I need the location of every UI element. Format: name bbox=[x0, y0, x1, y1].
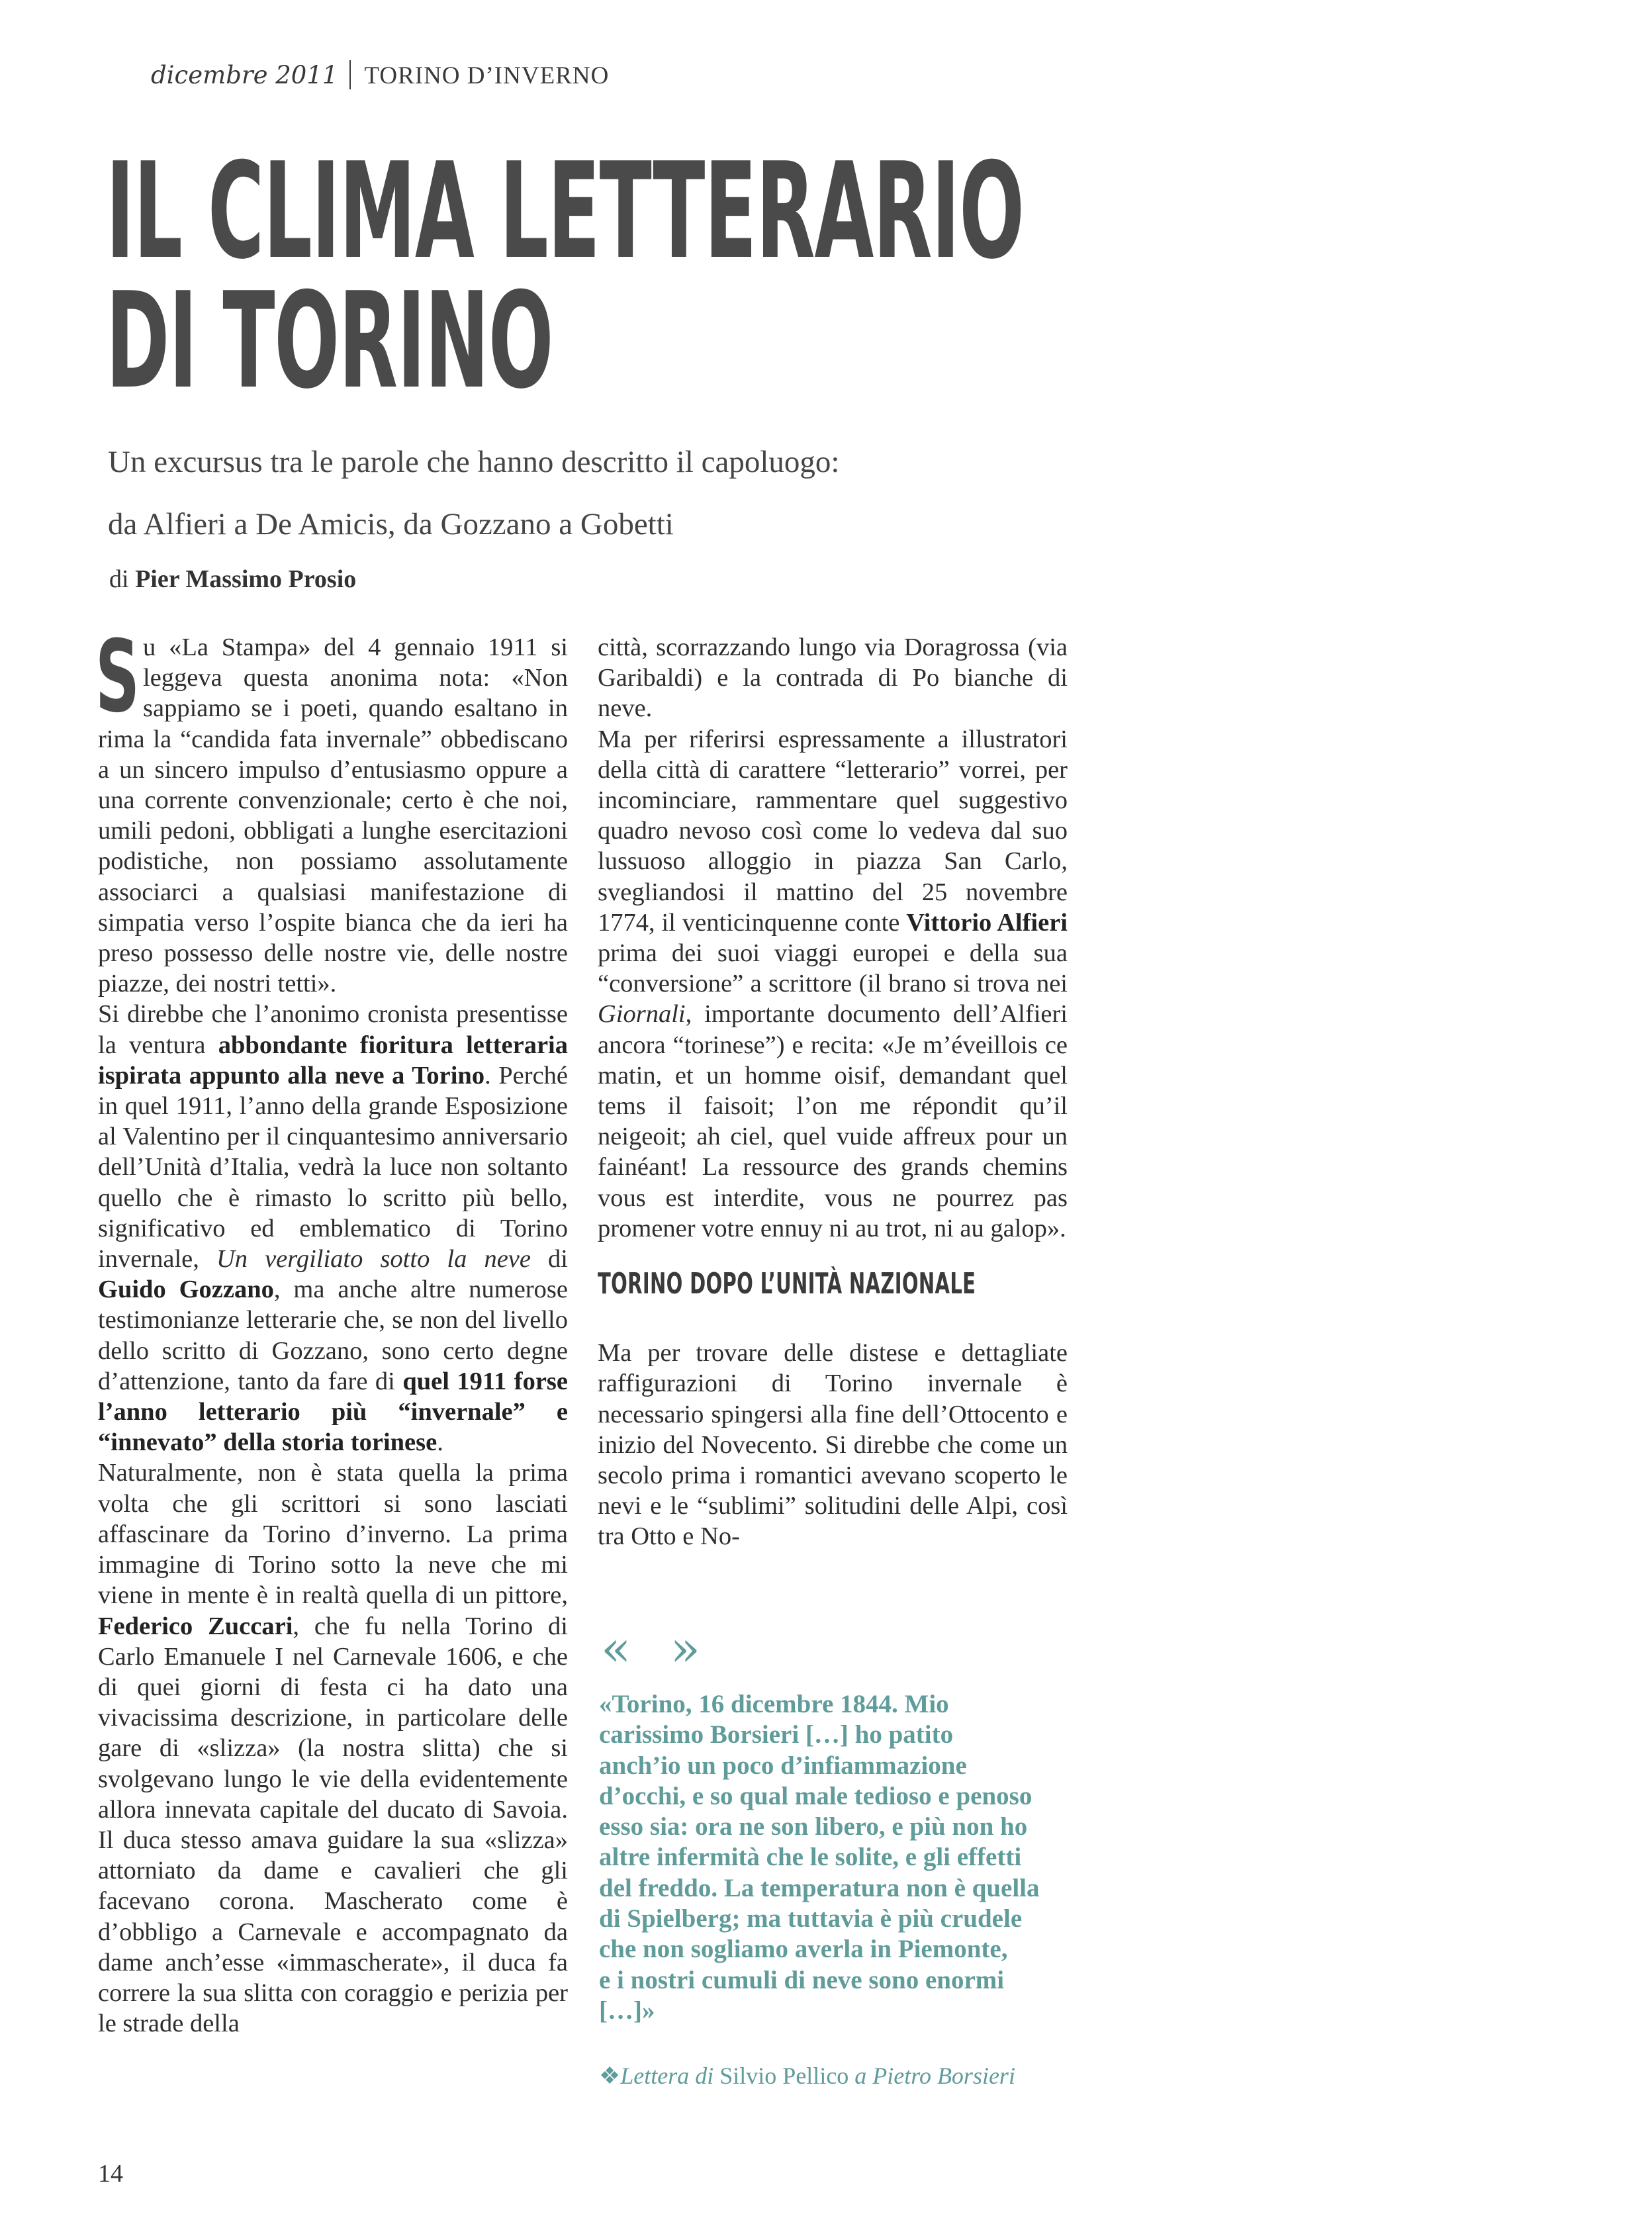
work-title: Un vergiliato sotto la neve bbox=[216, 1245, 531, 1274]
title-line-2: DI TORINO bbox=[106, 264, 553, 418]
paragraph-text: Naturalmente, non è stata quella la prima volta che gli scrittori si sono lasciati affascinare da Torino d’inverno. La prima immagine di Torino sotto la neve che mi viene in mente è in realtà quella di un pittore, bbox=[98, 1459, 568, 1610]
paragraph bbox=[98, 1458, 568, 2039]
quote-line: anch’io un poco d’infiammazione bbox=[599, 1751, 967, 1780]
running-header bbox=[151, 58, 609, 93]
quote-line: esso sia: ora ne son libero, e più non ho bbox=[599, 1812, 1028, 1841]
subtitle-line-2: da Alfieri a De Amicis, da Gozzano a Gobetti bbox=[108, 507, 674, 541]
header-divider bbox=[349, 60, 351, 89]
ornament-icon: ❖ bbox=[599, 2063, 621, 2089]
person-name: Federico Zuccari bbox=[98, 1612, 293, 1640]
byline-prefix: di bbox=[109, 565, 129, 593]
source-middle: a bbox=[854, 2063, 867, 2089]
source-prefix: Lettera di bbox=[620, 2063, 714, 2089]
quote-line: carissimo Borsieri […] ho patito bbox=[599, 1720, 954, 1749]
quote-line: altre infermità che le solite, e gli effetti bbox=[599, 1843, 1022, 1872]
paragraph: Ma per trovare delle distese e dettagliate raffigurazioni di Torino invernale è necessario spingersi alla fine dell’Ottocento e inizio del Novecento. Si direbbe che come un secolo prima i romantici avevano scoperto le nevi e le “sublimi” solitudini delle Alpi, così tra Otto e No- bbox=[598, 1339, 1068, 1551]
paragraph-text: u «La Stampa» del 4 gennaio 1911 si leggeva questa anonima nota: «Non sappiamo se i poeti, quando esaltano in rima la “candida fata invernale” obbediscano a un sincero impulso d’entusiasmo oppure a una corrente convenzionale; certo è che noi, umili pedoni, obbligati a lunghe esercitazioni podistiche, non possiamo assolutamente associarci a qualsiasi manifestazione di simpatia verso l’ospite bianca che da ieri ha preso possesso delle nostre vie, delle nostre piazze, dei nostri tetti». bbox=[98, 633, 568, 998]
quote-line: […]» bbox=[599, 1996, 655, 2025]
paragraph-text: Ma per riferirsi espressamente a illustratori della città di carattere “letterario” vorrei, per incominciare, rammentare quel suggestivo quadro nevoso così come lo vedeva dal suo lussuoso alloggio in piazza San Carlo, svegliandosi il mattino del 25 novembre 1774, il venticinquenne conte bbox=[598, 725, 1068, 937]
person-name: Guido Gozzano bbox=[98, 1276, 274, 1304]
quote-line: che non sogliamo averla in Piemonte, bbox=[599, 1935, 1008, 1964]
section-name: TORINO D’INVERNO bbox=[364, 62, 610, 89]
paragraph bbox=[98, 999, 568, 1458]
issue-date: dicembre 2011 bbox=[151, 61, 338, 89]
paragraph-text: di bbox=[530, 1245, 569, 1274]
paragraph-text: , che fu nella Torino di Carlo Emanuele I nel Carnevale 1606, e che di quei giorni di festa ci ha dato una vivacissima descrizione, in particolare delle gare di «slizza» (la nostra slitta) che si svolgevano lungo le vie della evidentemente allora innevata capitale del ducato di Savoia. Il duca stesso amava guidare la sua «slizza» attorniato da dame e cavalieri che gli facevano corona. Mascherato come è d’obbligo a Carnevale e accompagnato da dame anch’esse «immascherate», il duca fa correre la sua slitta con coraggio e perizia per le strade della bbox=[98, 1612, 569, 2038]
drop-cap: S bbox=[95, 620, 140, 735]
paragraph-text: , importante documento dell’Alfieri ancora “torinese”) e recita: «Je m’éveillois ce matin, et un homme oisif, demandant quel tems il faisoit; l’on me répondit qu’il neigeoit; ah ciel, quel vuide affreux pour un fainéant! La ressource des grands chemins vous est interdite, vous ne pourrez pas promener votre ennuy ni au trot, ni au galop». bbox=[598, 1000, 1068, 1242]
person-name: Vittorio Alfieri bbox=[906, 908, 1068, 937]
subtitle-line-1: Un excursus tra le parole che hanno descritto il capoluogo: bbox=[108, 445, 840, 479]
quote-line: di Spielberg; ma tuttavia è più crudele bbox=[599, 1904, 1023, 1933]
paragraph-text: , ma anche altre numerose testimonianze letterarie che, se non del livello dello scritto di Gozzano, sono certo degne d’attenzione, tanto da fare di bbox=[98, 1276, 568, 1395]
work-title: Giornali bbox=[598, 1000, 686, 1029]
section-subheading: TORINO DOPO L’UNITÀ NAZIONALE bbox=[598, 1267, 976, 1301]
article-title bbox=[106, 134, 1024, 418]
quote-line: del freddo. La temperatura non è quella bbox=[599, 1873, 1040, 1902]
title-line-1: IL CLIMA LETTERARIO bbox=[106, 134, 1024, 289]
pull-quote bbox=[599, 1689, 1089, 2026]
quote-line: e i nostri cumuli di neve sono enormi bbox=[599, 1965, 1005, 1994]
quote-source bbox=[599, 2062, 1015, 2090]
paragraph bbox=[598, 724, 1068, 1244]
quote-line: «Torino, 16 dicembre 1844. Mio bbox=[599, 1690, 949, 1718]
paragraph-text: Si direbbe che l’anonimo cronista presentisse la ventura bbox=[98, 1000, 568, 1059]
source-sender: Silvio Pellico bbox=[719, 2063, 849, 2089]
paragraph: città, scorrazzando lungo via Doragrossa (via Garibaldi) e la contrada di Po bianche di neve. bbox=[598, 633, 1068, 723]
paragraph-text: . bbox=[437, 1428, 443, 1457]
source-recipient: Pietro Borsieri bbox=[872, 2063, 1015, 2089]
paragraph bbox=[95, 620, 568, 999]
page-number: 14 bbox=[98, 2160, 123, 2188]
quote-line: d’occhi, e so qual male tedioso e penoso bbox=[599, 1781, 1032, 1810]
quote-marks-icon: « » bbox=[601, 1620, 713, 1677]
paragraph-text: . Perché in quel 1911, l’anno della grande Esposizione al Valentino per il cinquantesimo anniversario dell’Unità d’Italia, vedrà la luce non soltanto quello che è rimasto lo scritto più bello, significativo ed emblematico di Torino invernale, bbox=[98, 1061, 569, 1274]
author-name: Pier Massimo Prosio bbox=[135, 565, 357, 593]
left-column bbox=[95, 620, 569, 2039]
byline bbox=[109, 565, 356, 594]
article-subtitle bbox=[108, 431, 839, 555]
right-column bbox=[598, 632, 1068, 1552]
paragraph-text: prima dei suoi viaggi europei e della sua “conversione” a scrittore (il brano si trova nei bbox=[598, 939, 1068, 998]
emphasis-text: quel 1911 forse l’anno letterario più “invernale” e “innevato” della storia torinese bbox=[98, 1367, 568, 1457]
emphasis-text: abbondante fioritura letteraria ispirata appunto alla neve a Torino bbox=[98, 1031, 568, 1090]
